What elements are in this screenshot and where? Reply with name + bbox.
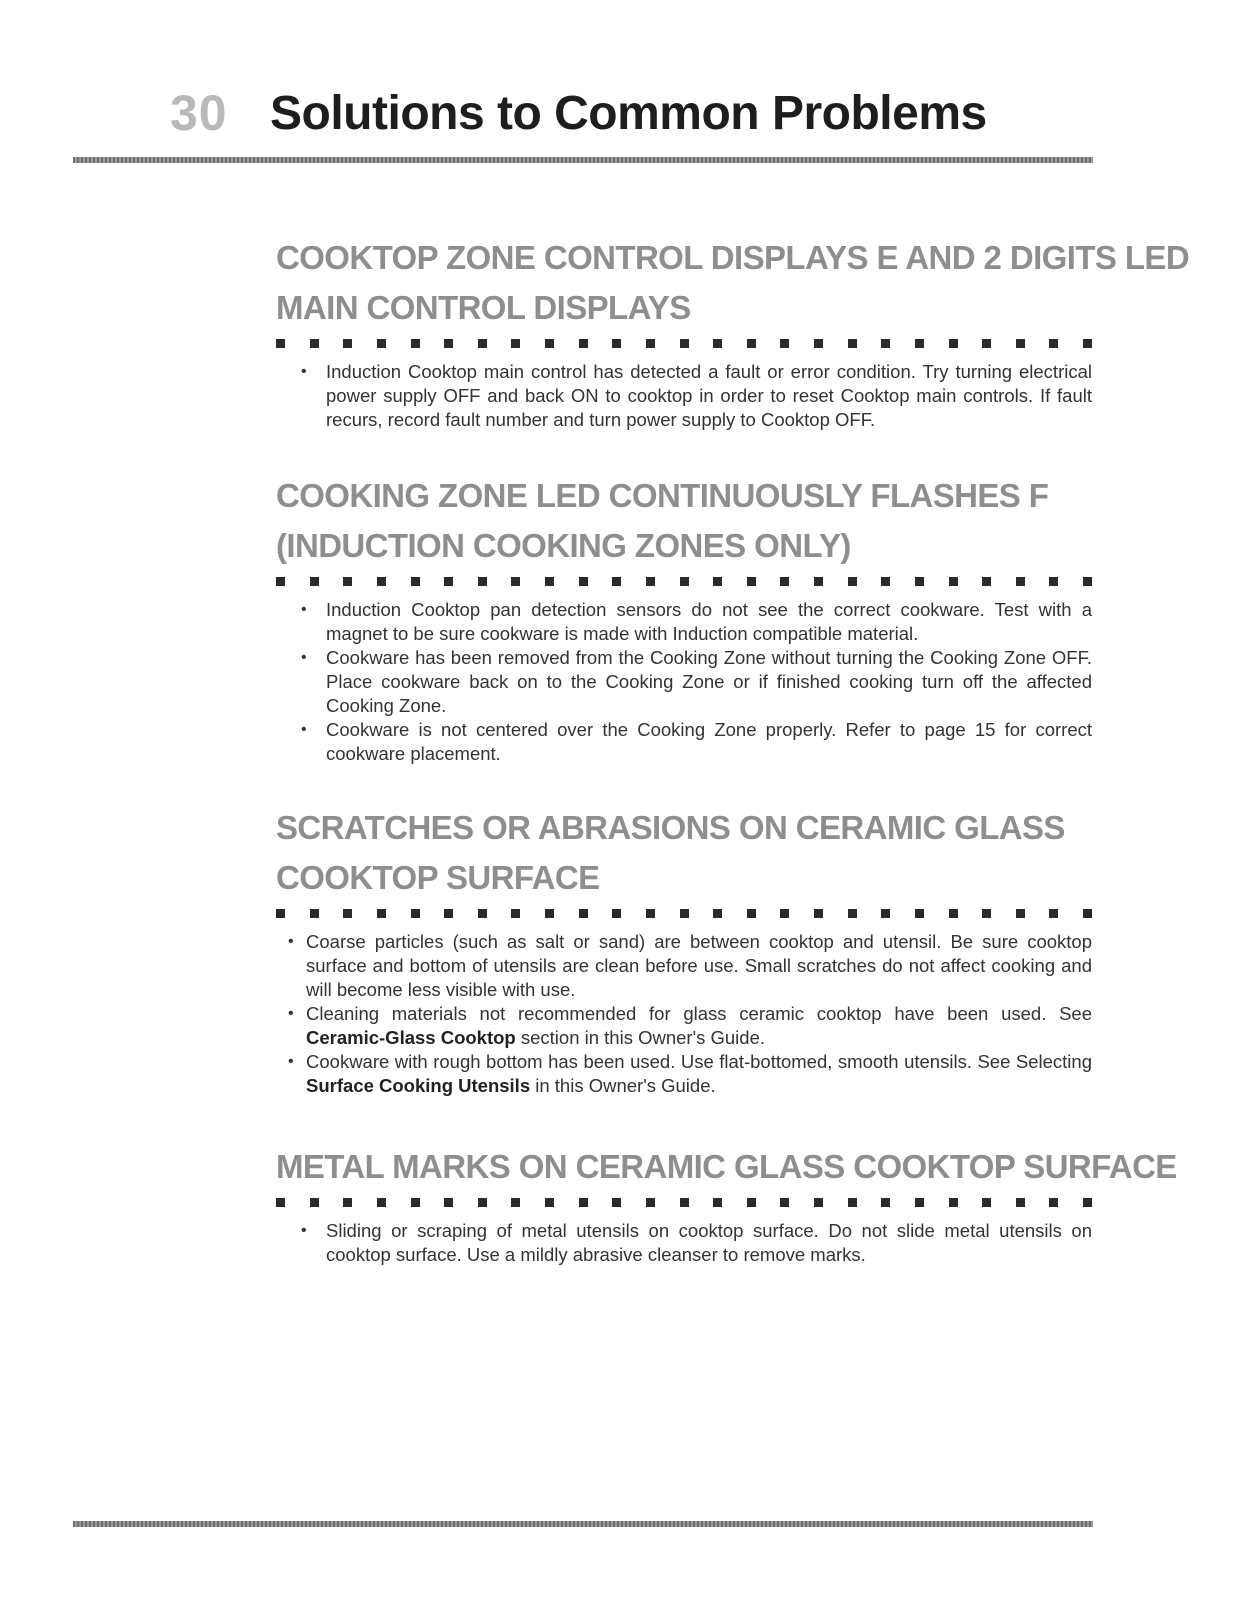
heading-line: MAIN CONTROL DISPLAYS	[276, 289, 691, 326]
separator-dot	[1016, 577, 1025, 586]
separator-dot	[511, 339, 520, 348]
separator-dot	[949, 577, 958, 586]
separator-dot	[747, 1198, 756, 1207]
separator-dot	[915, 909, 924, 918]
separator-dot	[276, 577, 285, 586]
separator-dot	[1049, 339, 1058, 348]
dot-separator	[276, 909, 1092, 920]
page-header	[170, 78, 987, 148]
separator-dot	[276, 339, 285, 348]
separator-dot	[646, 577, 655, 586]
separator-dot	[780, 339, 789, 348]
bullet-list	[276, 930, 1092, 1098]
separator-dot	[478, 909, 487, 918]
separator-dot	[545, 909, 554, 918]
surface-cooking-utensils-ref: Surface Cooking Utensils	[306, 1075, 531, 1096]
separator-dot	[780, 1198, 789, 1207]
item-text: Induction Cooktop pan detection sensors do not see the correct cookware. Test with a magnet to be sure cookware is made with Induction compatible material.	[326, 599, 1092, 644]
separator-dot	[949, 909, 958, 918]
separator-dot	[646, 1198, 655, 1207]
separator-dot	[545, 577, 554, 586]
dot-separator	[276, 1198, 1092, 1209]
separator-dot	[848, 577, 857, 586]
separator-dot	[949, 1198, 958, 1207]
separator-dot	[377, 1198, 386, 1207]
footer-rule	[73, 1521, 1093, 1527]
item-text: Cookware has been removed from the Cooking Zone without turning the Cooking Zone OFF. Place cookware back on to the Cooking Zone or if finished cooking turn off the affected Cooking Zone.	[326, 647, 1092, 716]
item-text-before: Cookware with rough bottom has been used. Use flat-bottomed, smooth utensils. See Selecting	[306, 1051, 1092, 1072]
separator-dot	[511, 577, 520, 586]
section-heading	[276, 1142, 1177, 1192]
bullet-icon: •	[301, 649, 307, 666]
separator-dot	[545, 339, 554, 348]
item-text-before: Cleaning materials not recommended for glass ceramic cooktop have been used. See	[306, 1003, 1092, 1024]
list-item	[276, 646, 1092, 718]
list-item	[276, 360, 1092, 432]
separator-dot	[579, 909, 588, 918]
separator-dot	[478, 1198, 487, 1207]
list-item	[276, 1219, 1092, 1267]
separator-dot	[713, 339, 722, 348]
separator-dot	[478, 339, 487, 348]
separator-dot	[612, 339, 621, 348]
separator-dot	[747, 339, 756, 348]
separator-dot	[1016, 909, 1025, 918]
separator-dot	[377, 909, 386, 918]
separator-dot	[814, 909, 823, 918]
list-item	[276, 930, 1092, 1002]
separator-dot	[646, 909, 655, 918]
separator-dot	[545, 1198, 554, 1207]
heading-line: COOKING ZONE LED CONTINUOUSLY FLASHES F	[276, 477, 1049, 514]
separator-dot	[612, 1198, 621, 1207]
bullet-icon: •	[301, 601, 307, 618]
separator-dot	[949, 339, 958, 348]
separator-dot	[310, 1198, 319, 1207]
ceramic-glass-cooktop-ref: Ceramic-Glass Cooktop	[306, 1027, 516, 1048]
separator-dot	[747, 577, 756, 586]
separator-dot	[612, 909, 621, 918]
item-text-after: in this Owner's Guide.	[530, 1075, 716, 1096]
separator-dot	[377, 577, 386, 586]
separator-dot	[579, 339, 588, 348]
separator-dot	[1049, 577, 1058, 586]
list-item	[276, 1002, 1092, 1050]
section-metal-marks	[276, 1142, 1177, 1267]
list-item	[276, 718, 1092, 766]
separator-dot	[511, 1198, 520, 1207]
bullet-icon: •	[301, 1222, 307, 1239]
heading-line: SCRATCHES OR ABRASIONS ON CERAMIC GLASS	[276, 809, 1065, 846]
header-rule	[73, 157, 1093, 163]
bullet-icon: •	[301, 721, 307, 738]
section-cooking-zone-led	[276, 471, 1092, 766]
separator-dot	[881, 339, 890, 348]
separator-dot	[310, 339, 319, 348]
item-text: Sliding or scraping of metal utensils on cooktop surface. Do not slide metal utensils on cooktop surface. Use a mildly abrasive cleanser to remove marks.	[326, 1220, 1092, 1265]
separator-dot	[680, 909, 689, 918]
separator-dot	[310, 577, 319, 586]
section-scratches	[276, 803, 1092, 1098]
item-text: Cookware is not centered over the Cooking Zone properly. Refer to page 15 for correct cookware placement.	[326, 719, 1092, 764]
separator-dot	[814, 1198, 823, 1207]
separator-dot	[680, 1198, 689, 1207]
section-heading	[276, 803, 1092, 903]
separator-dot	[680, 577, 689, 586]
separator-dot	[646, 339, 655, 348]
separator-dot	[579, 577, 588, 586]
separator-dot	[411, 339, 420, 348]
heading-line: COOKTOP ZONE CONTROL DISPLAYS E AND 2 DIGITS LED	[276, 239, 1190, 276]
separator-dot	[579, 1198, 588, 1207]
list-item	[276, 598, 1092, 646]
item-text-after: section in this Owner's Guide.	[515, 1027, 766, 1048]
item-text: Induction Cooktop main control has detected a fault or error condition. Try turning electrical power supply OFF and back ON to cooktop in order to reset Cooktop main controls. If fault recurs, record fault number and turn power supply to Cooktop OFF.	[326, 361, 1092, 430]
heading-line: (INDUCTION COOKING ZONES ONLY)	[276, 527, 851, 564]
separator-dot	[444, 1198, 453, 1207]
heading-line: METAL MARKS ON CERAMIC GLASS COOKTOP SURFACE	[276, 1148, 1177, 1185]
separator-dot	[310, 909, 319, 918]
separator-dot	[881, 909, 890, 918]
separator-dot	[343, 909, 352, 918]
separator-dot	[982, 909, 991, 918]
separator-dot	[982, 1198, 991, 1207]
separator-dot	[982, 339, 991, 348]
separator-dot	[612, 577, 621, 586]
separator-dot	[444, 339, 453, 348]
bullet-list	[276, 360, 1092, 432]
dot-separator	[276, 339, 1092, 350]
section-heading	[276, 233, 1190, 333]
separator-dot	[343, 1198, 352, 1207]
bullet-list	[276, 1219, 1092, 1267]
heading-line: COOKTOP SURFACE	[276, 859, 600, 896]
separator-dot	[444, 577, 453, 586]
separator-dot	[1083, 909, 1092, 918]
separator-dot	[915, 1198, 924, 1207]
separator-dot	[411, 1198, 420, 1207]
separator-dot	[713, 577, 722, 586]
separator-dot	[713, 909, 722, 918]
separator-dot	[1049, 909, 1058, 918]
separator-dot	[915, 577, 924, 586]
separator-dot	[1083, 1198, 1092, 1207]
separator-dot	[814, 339, 823, 348]
separator-dot	[881, 577, 890, 586]
separator-dot	[1083, 339, 1092, 348]
bullet-icon: •	[288, 933, 294, 950]
item-text: Coarse particles (such as salt or sand) are between cooktop and utensil. Be sure cooktop surface and bottom of utensils are clean before use. Small scratches do not affect cooking and will become less visible with use.	[306, 931, 1092, 1000]
separator-dot	[747, 909, 756, 918]
bullet-icon: •	[288, 1005, 294, 1022]
separator-dot	[343, 339, 352, 348]
separator-dot	[343, 577, 352, 586]
separator-dot	[780, 577, 789, 586]
bullet-icon: •	[288, 1053, 294, 1070]
separator-dot	[276, 909, 285, 918]
dot-separator	[276, 577, 1092, 588]
list-item	[276, 1050, 1092, 1098]
bullet-list	[276, 598, 1092, 766]
separator-dot	[1083, 577, 1092, 586]
separator-dot	[982, 577, 991, 586]
separator-dot	[511, 909, 520, 918]
separator-dot	[411, 577, 420, 586]
separator-dot	[1016, 1198, 1025, 1207]
separator-dot	[377, 339, 386, 348]
separator-dot	[680, 339, 689, 348]
separator-dot	[1016, 339, 1025, 348]
separator-dot	[444, 909, 453, 918]
separator-dot	[713, 1198, 722, 1207]
separator-dot	[780, 909, 789, 918]
separator-dot	[411, 909, 420, 918]
section-cooktop-zone-control	[276, 233, 1190, 432]
page-title: Solutions to Common Problems	[270, 86, 987, 140]
separator-dot	[848, 909, 857, 918]
separator-dot	[915, 339, 924, 348]
separator-dot	[1049, 1198, 1058, 1207]
separator-dot	[881, 1198, 890, 1207]
bullet-icon: •	[301, 363, 307, 380]
separator-dot	[848, 339, 857, 348]
separator-dot	[814, 577, 823, 586]
separator-dot	[478, 577, 487, 586]
separator-dot	[276, 1198, 285, 1207]
separator-dot	[848, 1198, 857, 1207]
section-heading	[276, 471, 1092, 571]
page-number: 30	[170, 85, 228, 141]
